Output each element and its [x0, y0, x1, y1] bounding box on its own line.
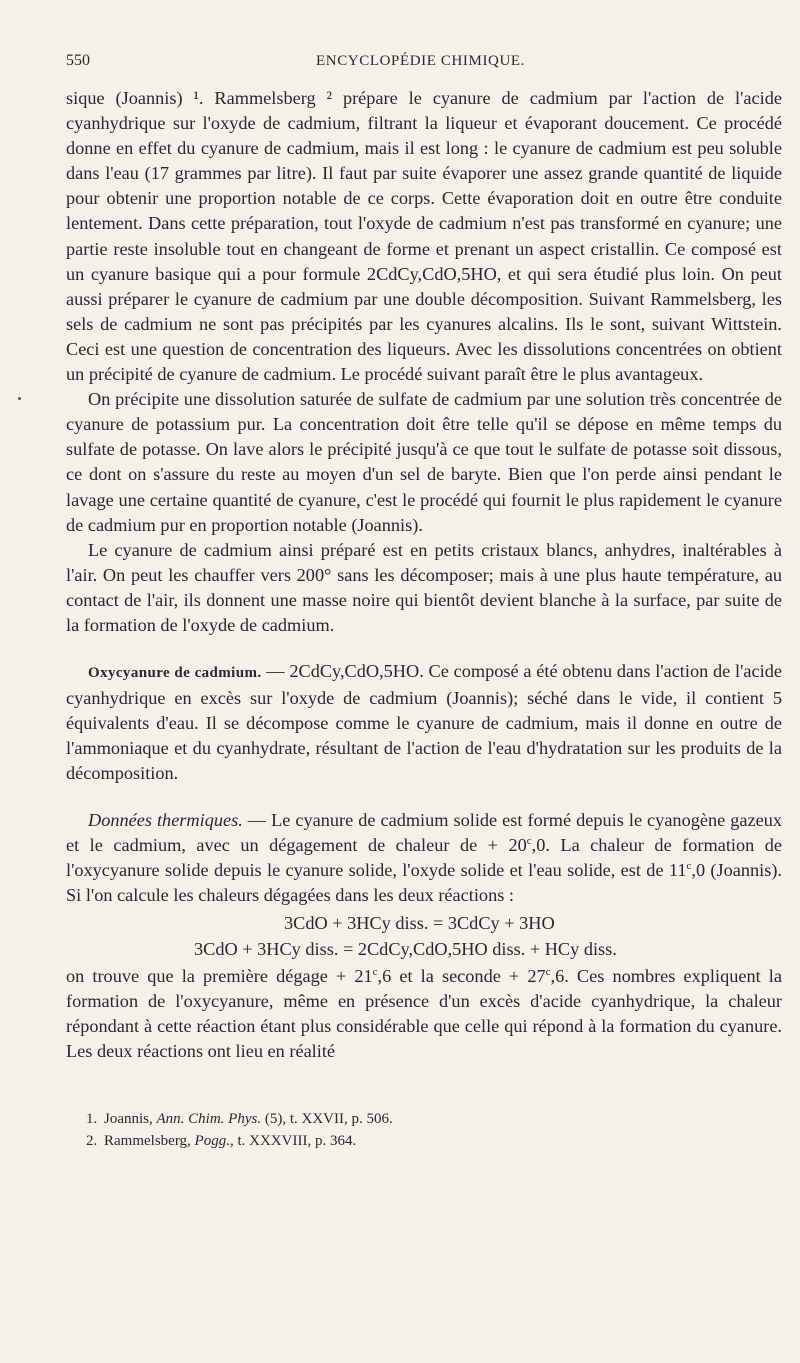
footnote-author: Rammelsberg, [104, 1133, 195, 1150]
footnote [86, 1108, 782, 1130]
thermo-text: — Le cyanure de cadmium solide est formé depuis le cyanogène gazeux et le cadmium, avec un dégagement de chaleur de + 20 [66, 809, 782, 855]
thermo-title: Données thermiques. [88, 809, 243, 830]
paragraph-oxycyanure [66, 659, 782, 786]
thermo-text: ,0. La chaleur de formation de l'oxycyanure solide depuis le cyanure solide, l'oxyde solide et l'eau solide, est de 11 [66, 834, 782, 880]
heat-unit: c [372, 965, 378, 978]
thermo-text: ,0 (Joannis). Si l'on calcule les chaleurs dégagées dans les deux réactions : [66, 859, 782, 905]
footnote-reference: (5), t. XXVII, p. 506. [261, 1111, 393, 1128]
section-text: — 2CdCy,CdO,5HO. Ce composé a été obtenu dans l'action de l'acide cyanhydrique en excès sur l'oxyde de cadmium (Joannis); séché dans le vide, il contient 5 équivalents d'eau. Il se décompose comme le cyanure de cadmium, mais il donne en outre de l'ammoniaque et du cyanhydrate, résultant de l'action de l'eau d'hydratation sur les produits de la décomposition. [66, 661, 782, 784]
heat-unit: c [686, 859, 692, 872]
paragraph-thermal-data [66, 808, 782, 908]
equation-reaction-1: 3CdO + 3HCy diss. = 3CdCy + 3HO [284, 912, 555, 933]
footnote-author: Joannis, [104, 1111, 157, 1128]
conclusion-text: ,6 et la seconde + 27 [377, 965, 546, 986]
footnote-number: 2. [86, 1133, 98, 1150]
footnote-journal: Pogg. [194, 1133, 230, 1150]
conclusion-text: on trouve que la première dégage + 21 [66, 965, 373, 986]
equations [66, 910, 782, 962]
section-title: Oxycyanure de cadmium. [88, 665, 262, 682]
paragraph-precipitation: On précipite une dissolution saturée de sulfate de cadmium par une solution très concentrée de cyanure de potassium pur. La concentration doit être telle qu'il se dépose en même temps du sulfate de potasse. On lave alors le précipité jusqu'à ce que tout le sulfate de potasse soit dissous, ce dont on s'assure du reste au moyen d'un sel de baryte. Bien que l'on perde ainsi pendant le lavage une certaine quantité de cyanure, c'est le procédé qui fournit le plus rapidement le cyanure de cadmium pur en proportion notable (Joannis). [66, 389, 782, 535]
footnote-reference: , t. XXXVIII, p. 364. [229, 1133, 357, 1150]
footnote-number: 1. [86, 1111, 98, 1128]
footnote [86, 1130, 782, 1152]
page-number: 550 [66, 52, 90, 69]
heat-unit: c [526, 834, 532, 847]
paragraph-conclusion [66, 964, 782, 1064]
footnote-journal: Ann. Chim. Phys. [156, 1111, 262, 1128]
running-head: ENCYCLOPÉDIE CHIMIQUE. [316, 53, 526, 69]
footnotes [66, 1108, 782, 1152]
paragraph-properties: Le cyanure de cadmium ainsi préparé est en petits cristaux blancs, anhydres, inaltérables à l'air. On peut les chauffer vers 200° sans les décomposer; mais à une plus haute température, au contact de l'air, ils donnent une masse noire qui bientôt devient blanche à la surface, par suite de la formation de l'oxyde de cadmium. [66, 539, 782, 635]
heat-unit: c [545, 965, 551, 978]
page-header [66, 52, 782, 86]
equation-reaction-2: 3CdO + 3HCy diss. = 2CdCy,CdO,5HO diss. + HCy diss. [194, 938, 617, 959]
margin-mark [18, 397, 21, 400]
conclusion-text: ,6. Ces nombres expliquent la formation de l'oxycyanure, même en présence d'un excès d'acide cyanhydrique, la chaleur répondant à cette réaction étant plus considérable que celle qui répond à la formation du cyanure. Les deux réactions ont lieu en réalité [66, 965, 782, 1062]
body-text [66, 86, 782, 1064]
paragraph-preparation: sique (Joannis) ¹. Rammelsberg ² prépare le cyanure de cadmium par l'action de l'acide cyanhydrique sur l'oxyde de cadmium, filtrant la liqueur et évaporant doucement. Ce procédé donne en effet du cyanure de cadmium, mais il est long : le cyanure de cadmium est peu soluble dans l'eau (17 grammes par litre). Il faut par suite évaporer une assez grande quantité de liquide pour obtenir une proportion notable de ce corps. Cette évaporation doit en outre être conduite lentement. Dans cette préparation, tout l'oxyde de cadmium n'est pas transformé en cyanure; une partie reste insoluble tout en changeant de forme et prenant un aspect cristallin. Ce composé est un cyanure basique qui a pour formule 2CdCy,CdO,5HO, et qui sera étudié plus loin. On peut aussi préparer le cyanure de cadmium par une double décomposition. Suivant Rammelsberg, les sels de cadmium ne sont pas précipités par les cyanures alcalins. Ils le sont, suivant Wittstein. Ceci est une question de concentration des liqueurs. Avec les dissolutions concentrées on obtient un précipité de cyanure de cadmium. Le procédé suivant paraît être le plus avantageux. [66, 88, 782, 385]
